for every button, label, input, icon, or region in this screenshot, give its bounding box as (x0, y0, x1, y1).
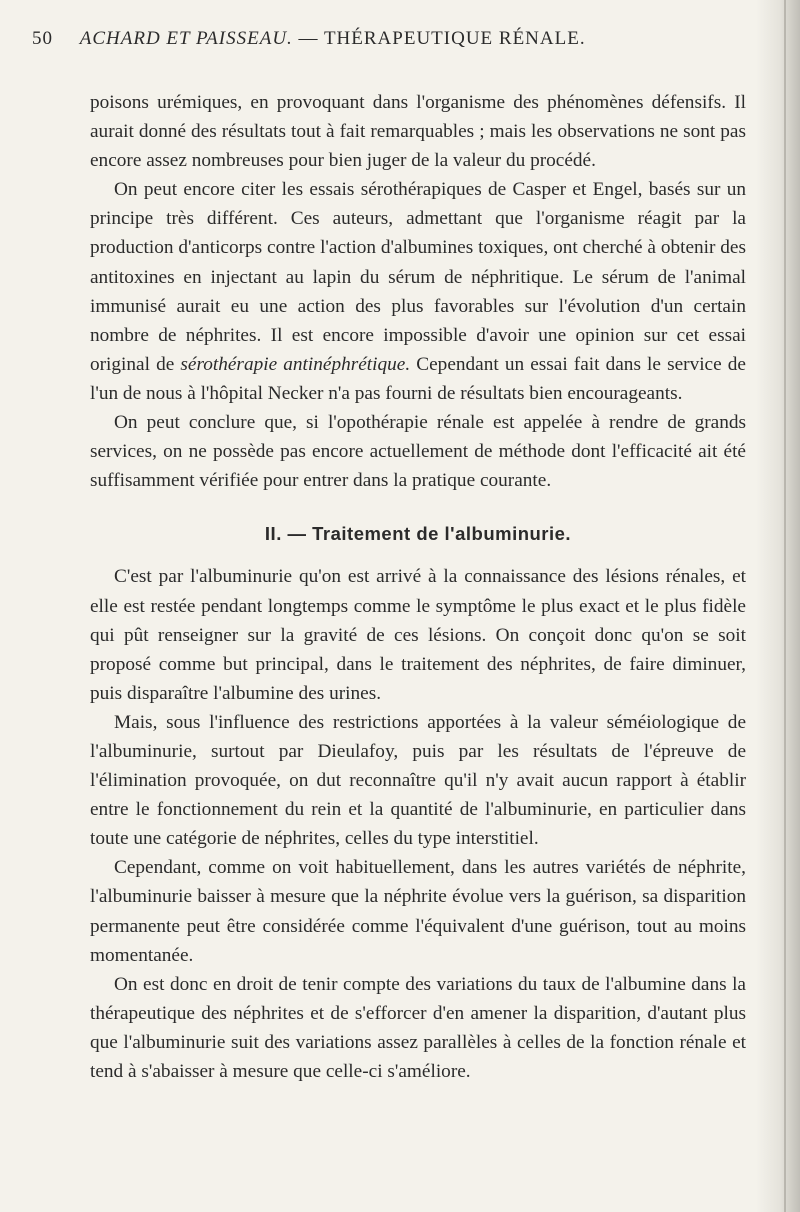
paragraph: Cependant, comme on voit habituellement, dans les autres variétés de néphrite, l'albuminurie baisser à mesure que la néphrite évolue vers la guérison, sa disparition permanente peut être considérée comme l'équivalent d'une guérison, tout au moins momentanée. (90, 857, 746, 966)
italic-term: sérothérapie antinéphrétique. (180, 353, 411, 375)
header-authors: ACHARD ET PAISSEAU. (79, 28, 293, 49)
paragraph: On peut conclure que, si l'opothérapie rénale est appelée à rendre de grands services, on ne possède pas encore actuellement de méthode dont l'efficacité ait été suffisamment vérifiée pour entrer dans la pratique courante. (90, 412, 746, 492)
page-body (90, 88, 746, 1086)
paragraph: On est donc en droit de tenir compte des variations du taux de l'albumine dans la thérapeutique des néphrites et de s'efforcer d'en amener la disparition, d'autant plus que l'albuminurie suit des variations assez parallèles à celles de la fonction rénale et tend à s'abaisser à mesure que celle-ci s'améliore. (90, 973, 746, 1082)
paragraph-text: Cependant un essai fait dans le service de l'un de nous à l'hôpital Necker n'a pas fourni de résultats bien encourageants. (90, 353, 746, 404)
paragraph: Mais, sous l'influence des restrictions apportées à la valeur séméiologique de l'albuminurie, surtout par Dieulafoy, puis par les résultats de l'épreuve de l'élimination provoquée, on dut reconnaître qu'il n'y avait aucun rapport à établir entre le fonctionnement du rein et la quantité de l'albuminurie, en particulier dans toute une catégorie de néphrites, celles du type interstitiel. (90, 711, 746, 850)
section-heading: II. — Traitement de l'albuminurie. (264, 523, 572, 545)
paragraph (90, 175, 746, 408)
running-header (32, 28, 732, 54)
page-number: 50 (32, 28, 53, 49)
page-edge-line (784, 0, 786, 1212)
page-edge-shadow (756, 0, 800, 1212)
header-title: — THÉRAPEUTIQUE RÉNALE. (298, 28, 586, 49)
paragraph: C'est par l'albuminurie qu'on est arrivé à la connaissance des lésions rénales, et elle est restée pendant longtemps comme le symptôme le plus exact et le plus fidèle qui pût renseigner sur la gravité de ces lésions. On conçoit donc qu'on se soit proposé comme but principal, dans le traitement des néphrites, de faire diminuer, puis disparaître l'albumine des urines. (90, 566, 746, 704)
paragraph: poisons urémiques, en provoquant dans l'organisme des phénomènes défensifs. Il aurait donné des résultats tout à fait remarquables ; mais les observations ne sont pas encore assez nombreuses pour bien juger de la valeur du procédé. (90, 92, 746, 172)
paragraph-text: On peut encore citer les essais sérothérapiques de Casper et Engel, basés sur un principe très différent. Ces auteurs, admettant que l'organisme réagit par la production d'anticorps contre l'action d'albumines toxiques, ont cherché à obtenir des antitoxines en injectant au lapin du sérum de néphritique. Le sérum de l'animal immunisé aurait eu une action des plus favorables sur l'évolution d'un certain nombre de néphrites. Il est encore impossible d'avoir une opinion sur cet essai original de (90, 179, 746, 375)
